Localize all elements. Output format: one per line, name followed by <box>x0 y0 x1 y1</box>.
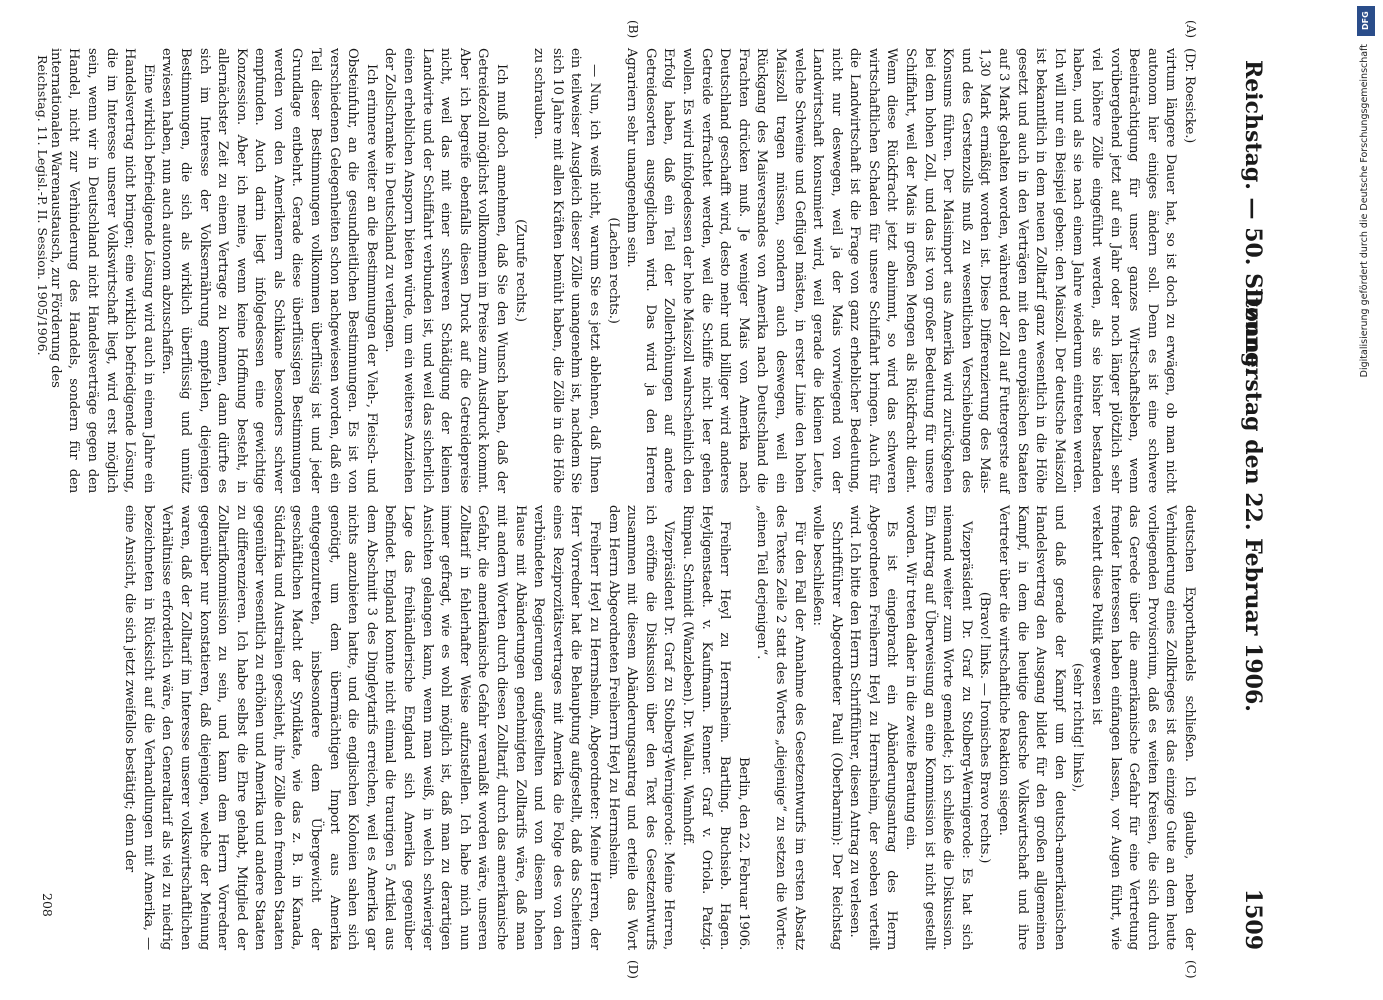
margin-marker-a: (A) <box>1184 20 1198 39</box>
header-session: Reichstag. — 50. Sitzung. <box>1240 60 1266 376</box>
header-page-number: 1509 <box>1240 888 1266 950</box>
paragraph: Schriftführer Abgeordneter Pauli (Oberbarnim): Der Reichstag wolle beschließen: <box>810 505 844 950</box>
margin-marker-c: (C) <box>1184 960 1198 979</box>
funding-sidebar <box>1351 0 1381 1000</box>
interjection: (Zurufe rechts.) <box>512 219 528 322</box>
paragraph: Für den Fall der Annahme des Gesetzentwurfs im ersten Absatz des Textes Zeile 2 statt des Wortes „diejenige“ zu setzen die Worte: „einen Teil derjenigen“. <box>754 505 807 950</box>
paragraph: — Nun, ich weiß nicht, warum Sie es jetzt ablehnen, daß Ihnen ein teilweiser Ausgleich dieser Zölle unangenehm ist, nachdem Sie sich 10 Jahre mit allen Kräften bemüht haben, die Zölle in die Höhe zu schrauben. <box>531 48 602 493</box>
paragraph: deutschen Exporthandels schließen. Ich glaube, neben der Verhinderung eines Zollkrieges ist das einzige Gute an dem heute vorliegenden Provisorium, daß es weiten Kreisen, die sich durch das Gerede über die amerikanische Gefahr für eine Vertretung fremder Interessen haben einfangen lassen, vor Augen führt, wie verkehrt diese Politik gewesen ist <box>1089 505 1197 950</box>
margin-marker-d: (D) <box>626 960 640 979</box>
right-column <box>120 505 1198 950</box>
date-line: Berlin, den 22. Februar 1906. <box>735 757 751 950</box>
paragraph: Ich muß doch annehmen, daß Sie den Wunsch haben, daß der Getreidezoll möglichst vollkommen im Preise zum Ausdruck kommt. Aber ich begreife ebenfalls diesen Druck auf die Getreidepreise nicht, weil das mit einer schweren Schädigung der kleinen Landwirte und der Schiffahrt verbunden ist, und weil das sicherlich einen erheblichen Ansporn bieten würde, um ein weiteres Anziehen der Zollschranke in Deutschland zu verlangen. <box>382 48 510 493</box>
page-header <box>1232 40 1272 960</box>
paragraph: Vizepräsident Dr. Graf zu Stolberg-Wernigerode: Meine Herren, ich eröffne die Diskussion über den Text des Gesetzentwurfs zusammen mit diesem Abänderungsantrag und erteile das Wort dem Herrn Abgeordneten Freiherrn Heyl zu Herrnsheim. <box>605 505 677 950</box>
page-footer: Reichstag. 11. Legisl.-P. II. Session. 1905/1906. <box>35 55 50 356</box>
dfg-logo-icon: DFG <box>1357 6 1375 36</box>
left-column <box>45 48 1198 493</box>
interjection: (sehr richtig! links), <box>1070 662 1086 793</box>
paragraph: virtum längere Dauer hat, so ist doch zu erwägen, ob man nicht autonom hier einiges ändern soll. Denn es ist eine schwere Beeinträchtigung für unser ganzes Wirtschaftsleben, wenn vorübergehend jetzt auf ein Jahr oder noch länger plötzlich sehr viel höhere Zölle eingeführt werden, als sie bisher bestanden haben, und als sie nach einem Jahre wiederum eintreten werden. Ich will nur ein Beispiel geben: den Maiszoll. Der deutsche Maiszoll ist bekanntlich in dem neuen Zolltarif ganz wesentlich in die Höhe gesetzt und auch in den Verträgen mit den europäischen Staaten auf 3 Mark gehalten worden, während der Zoll auf Futtergerste auf 1,30 Mark ermäßigt worden ist. Diese Differenzierung des Mais- und des Gerstenzolls muß zu wesentlichen Verschiebungen des Konsums führen. Der Maisimport aus Amerika wird zurückgehen bei dem hohen Zoll, und das ist von großer Bedeutung für unsere Schiffahrt, weil der Mais in großen Mengen als Rückfracht dient. Wenn diese Rückfracht jetzt abnimmt, so wird das schweren wirtschaftlichen Schaden für unsere Schiffahrt bringen. Auch für die Landwirtschaft ist die Frage von ganz erheblicher Bedeutung, nicht nur deswegen, weil ja der Mais vorwiegend von der Landwirtschaft konsumiert wird, weil gerade die kleinen Leute, welche Schweine und Geflügel mästen, in erster Linie den hohen Maiszoll tragen müssen, sondern auch deswegen, weil ein Rückgang des Maisversandes von Amerika nach Deutschland die Frachten drücken muß. Je weniger Mais von Amerika nach Deutschland geschafft wird, desto mehr und billiger wird anderes Getreide verfrachtet werden, weil die Schiffe nicht leer gehen wollen. Es wird infolgedessen der hohe Maiszoll wahrscheinlich den Erfolg haben, daß ein Teil der Zollerhöhungen auf andere Getreidesorten ausgeglichen wird. Das wird ja den Herren Agrariern sehr unangenehm sein. <box>624 48 1179 493</box>
header-date: Donnerstag den 22. Februar 1906. <box>1240 288 1266 712</box>
paragraph: Eine wirklich befriedigende Lösung wird auch in einem Jahre ein Handelsvertrag nicht bringen; eine wirklich befriedigende Lösung, die im Interesse unserer Volkswirtschaft liegt, wird erst möglich sein, wenn wir in Deutschland nicht Handelsverträge gegen den Handel, nicht zur Verhinderung des Handels, sondern für den internationalen Warenaustausch, zur Förderung des <box>47 48 156 493</box>
funding-credit: Digitalisierung gefördert durch die Deutsche Forschungsgemeinschaft <box>1359 44 1370 378</box>
page-code: 208 <box>40 893 55 917</box>
paragraph: Ich erinnere weiter an die Bestimmungen der Vieh-, Fleisch- und Obsteinfuhr, an die gesundheitlichen Bestimmungen. Es ist von verschiedenen Gelegenheiten schon nachgewiesen worden, daß ein Teil dieser Bestimmungen vollkommen überflüssig ist und jeder Grundlage entbehrt. Gerade diese überflüssigen Bestimmungen werden von den Amerikanern als Schikane besonders schwer empfunden. Auch darin liegt infolgedessen eine gewichtige Konzession. Aber ich meine, wenn keine Hoffnung besteht, in allernächster Zeit zu einem Vertrage zu kommen, dann dürfte es sich im Interesse der Volksernährung empfehlen, diejenigen Bestimmungen, die sich als wirklich überflüssig und unnütz erwiesen haben, nun auch autonom abzuschaffen. <box>159 48 379 493</box>
paragraph: Vizepräsident Dr. Graf zu Stolberg-Wernigerode: Es hat sich niemand weiter zum Worte gemeldet; ich schließe die Diskussion. Ein Antrag auf Überweisung an eine Kommission ist nicht gestellt worden. Wir treten daher in die zweite Beratung ein. <box>903 505 974 950</box>
paragraph: Freiherr Heyl zu Herrnsheim, Abgeordneter: Meine Herren, der Herr Vorredner hat die Behauptung aufgestellt, daß das Scheitern eines Reziprozitätsvertrages mit Amerika die Folge des von den verbündeten Regierungen aufgestellten und von diesem hohen Hause mit Abänderungen genehmigten Zolltarifs wäre, daß man mit andern Worten durch diesen Zolltarif, durch das amerikanische Gefahr, die amerikanische Gefahr veranlaßt worden wäre, unseren Zolltarif in fehlerhafter Weise aufzustellen. Ich habe mich nun immer gefragt, wie es wohl möglich ist, daß man zu derartigen Ansichten gelangen kann, wenn man weiß, in welch schwieriger Lage das freihändlerische England sich Amerika gegenüber befindet. England konnte nicht einmal die traurigen 5 Artikel aus dem Abschnitt 3 des Dingleytarifs erreichen, weil es Amerika gar nichts anzubieten hatte, und die englischen Kolonien sahen sich genötigt, um dem übermächtigen Import aus Amerika entgegenzutreten, insbesondere dem Übergewicht der geschäftlichen Macht der Syndikate, wie das z. B. in Kanada, Südafrika und Australien geschieht, ihre Zölle den fremden Staaten gegenüber wesentlich zu erhöhen und Amerika und andere Staaten zu differenzieren. Ich habe selbst die Ehre gehabt, Mitglied der Zolltarifkommission zu sein, und kann dem Herrn Vorredner gegenüber nur konstatieren, daß diejenigen, welche der Meinung waren, daß der Zolltarif im Interesse unserer volkswirtschaftlichen Verhältnisse erforderlich wäre, den Generaltarif als viel zu niedrig bezeichneten in Rücksicht auf die Verhandlungen mit Amerika, — eine Ansicht, die sich jetzt zweifellos bestätigt; denn der <box>122 505 602 950</box>
interjection: (Bravo! links. — Ironisches Bravo rechts.) <box>977 591 993 864</box>
paragraph: und daß gerade der Kampf um den deutsch-amerikanischen Handelsvertrag den Ausgang bildet für den großen allgemeinen Kampf, in dem die heutige deutsche Volkswirtschaft und ihre Vertreter über die wirtschaftliche Reaktion siegen. <box>996 505 1067 950</box>
speaker-tag: (Dr. Roesicke.) <box>1182 48 1197 144</box>
signatories: Freiherr Heyl zu Herrnsheim. Bartling. Buchsieb. Hagen. Heyligenstaedt. v. Kaufmann. Renner. Graf v. Oriola. Patzig. Rimpau. Schmidt (Wanzleben). Dr. Wallau. Wamhoff. <box>679 505 733 950</box>
interjection: (Lachen rechts.) <box>605 217 621 324</box>
paragraph: Es ist eingebracht ein Abänderungsantrag des Herrn Abgeordneten Freiherrn Heyl zu Herrnsheim, der soeben verteilt wird. Ich bitte den Herrn Schriftführer, diesen Antrag zu verlesen. <box>847 505 900 950</box>
margin-marker-b: (B) <box>626 20 640 39</box>
